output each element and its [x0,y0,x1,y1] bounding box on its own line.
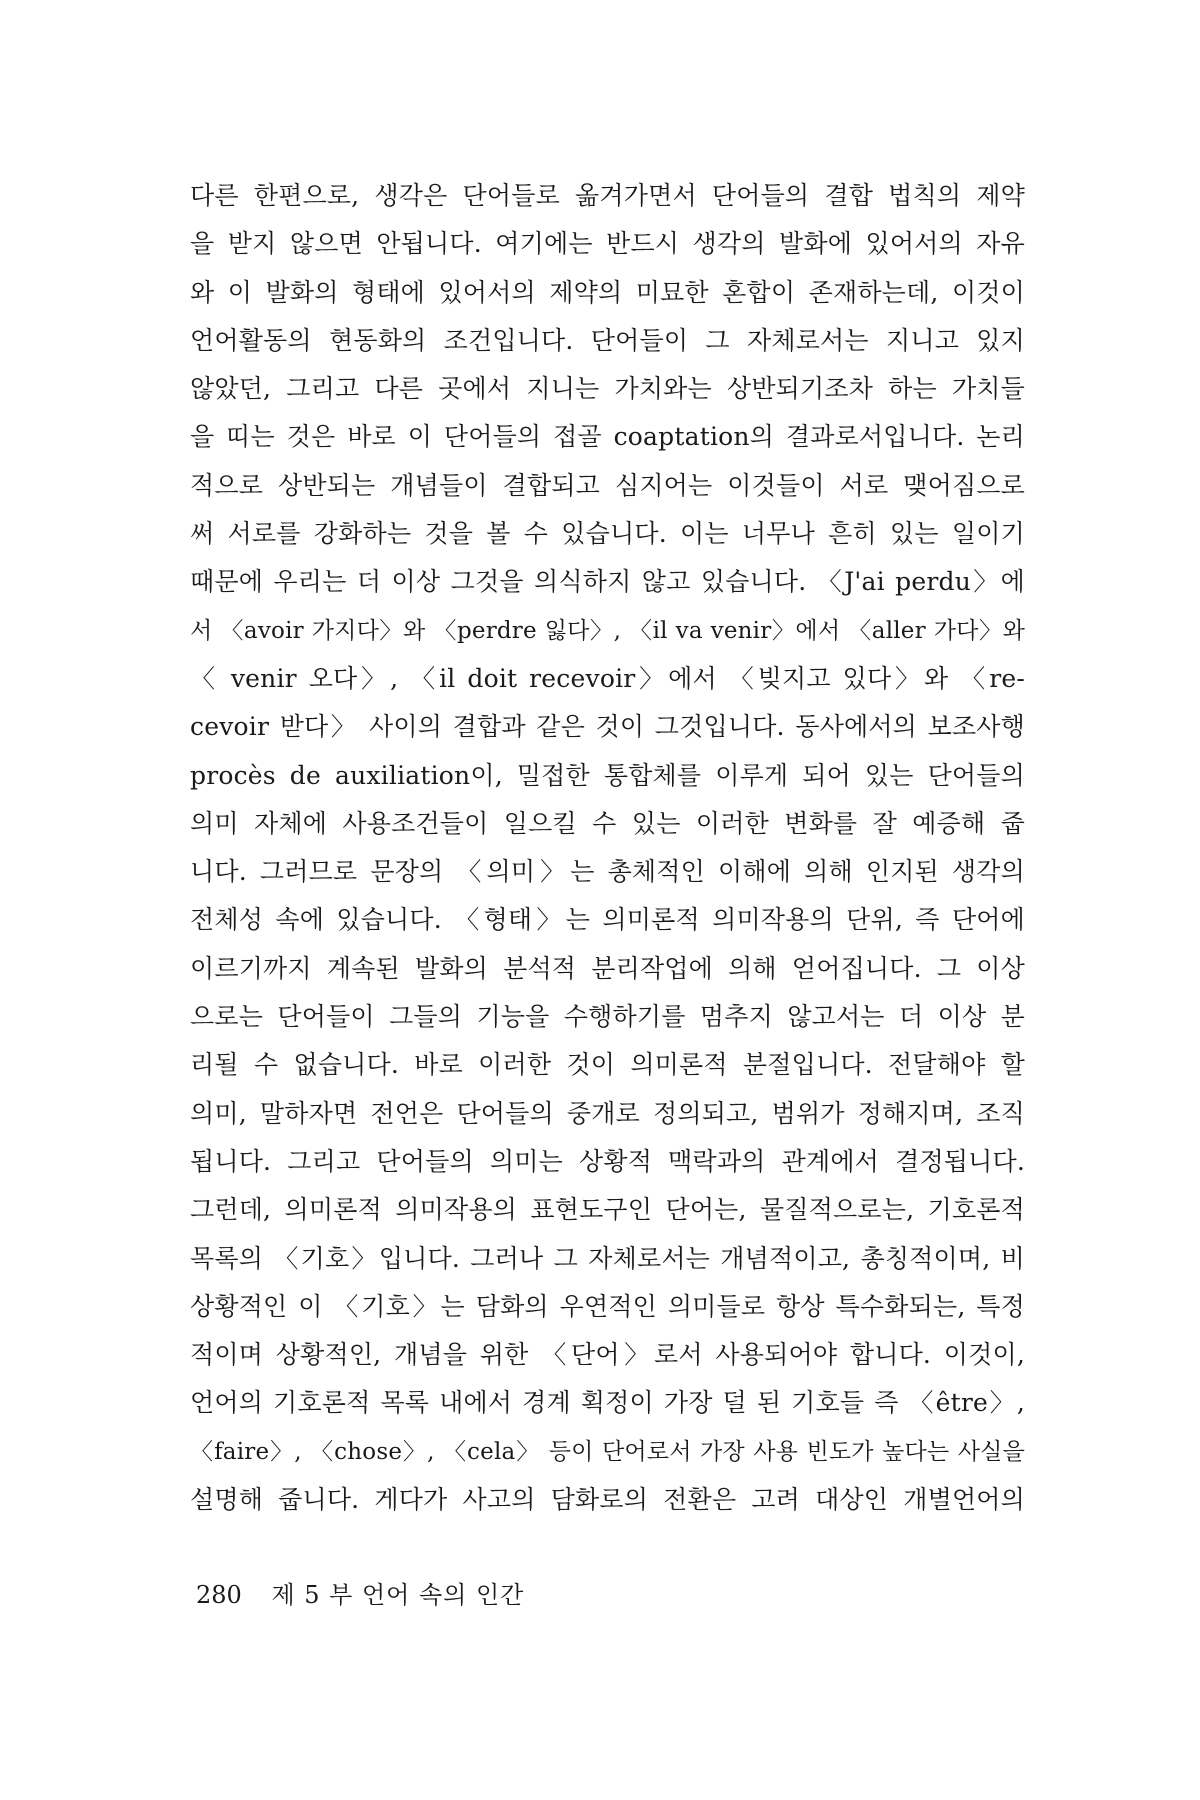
text-line: 서 〈avoir 가지다〉와 〈perdre 잃다〉, 〈il va venir〉에서 〈aller 가다〉와 [190,617,1025,644]
text-line: 목록의 〈기호〉입니다. 그러나 그 자체로서는 개념적이고, 총칭적이며, 비 [190,1243,1025,1273]
text-line: 언어의 기호론적 목록 내에서 경계 획정이 가장 덜 된 기호들 즉 〈être〉, [190,1388,1025,1418]
text-line: 〈faire〉, 〈chose〉, 〈cela〉 등이 단어로서 가장 사용 빈도가 높다는 사실을 [190,1438,1025,1465]
text-line: 써 서로를 강화하는 것을 볼 수 있습니다. 이는 너무나 흔히 있는 일이기 [190,519,1025,549]
text-line: 적이며 상황적인, 개념을 위한 〈단어〉로서 사용되어야 합니다. 이것이, [190,1340,1025,1370]
running-title: 제 5 부 언어 속의 인간 [271,1581,525,1609]
text-line: 을 받지 않으면 안됩니다. 여기에는 반드시 생각의 발화에 있어서의 자유 [190,229,1025,259]
text-line: procès de auxiliation이, 밀접한 통합체를 이루게 되어 있는 단어들의 [190,760,1025,790]
text-line: 됩니다. 그리고 단어들의 의미는 상황적 맥락과의 관계에서 결정됩니다. [190,1146,1025,1176]
text-line: 때문에 우리는 더 이상 그것을 의식하지 않고 있습니다. 〈J'ai perdu〉에 [190,567,1025,597]
text-line: 의미, 말하자면 전언은 단어들의 중개로 정의되고, 범위가 정해지며, 조직 [190,1098,1025,1128]
page-footer [196,1575,524,1615]
text-line: cevoir 받다〉 사이의 결합과 같은 것이 그것입니다. 동사에서의 보조사행 [190,712,1025,742]
text-line: 을 띠는 것은 바로 이 단어들의 접골 coaptation의 결과로서입니다. 논리 [190,422,1025,452]
text-line: 리될 수 없습니다. 바로 이러한 것이 의미론적 분절입니다. 전달해야 할 [190,1050,1025,1080]
text-line: 다른 한편으로, 생각은 단어들로 옮겨가면서 단어들의 결합 법칙의 제약 [190,181,1025,210]
text-line: 와 이 발화의 형태에 있어서의 제약의 미묘한 혼합이 존재하는데, 이것이 [190,277,1025,307]
text-line: 으로는 단어들이 그들의 기능을 수행하기를 멈추지 않고서는 더 이상 분 [190,1002,1025,1032]
text-line: 설명해 줍니다. 게다가 사고의 담화로의 전환은 고려 대상인 개별언어의 [190,1485,1025,1515]
text-line: 않았던, 그리고 다른 곳에서 지니는 가치와는 상반되기조차 하는 가치들 [190,374,1025,404]
text-line: 전체성 속에 있습니다. 〈형태〉는 의미론적 의미작용의 단위, 즉 단어에 [190,905,1025,935]
text-line: 그런데, 의미론적 의미작용의 표현도구인 단어는, 물질적으로는, 기호론적 [190,1195,1025,1225]
text-line: 언어활동의 현동화의 조건입니다. 단어들이 그 자체로서는 지니고 있지 [190,325,1025,355]
text-line: 적으로 상반되는 개념들이 결합되고 심지어는 이것들이 서로 맺어짐으로 [190,470,1025,500]
text-line: 상황적인 이 〈기호〉는 담화의 우연적인 의미들로 항상 특수화되는, 특정 [190,1291,1025,1321]
text-line: 의미 자체에 사용조건들이 일으킬 수 있는 이러한 변화를 잘 예증해 줍 [190,808,1025,838]
text-line: 〈 venir 오다〉, 〈il doit recevoir〉에서 〈빚지고 있다〉와 〈re- [190,663,1025,693]
text-line: 니다. 그러므로 문장의 〈의미〉는 총체적인 이해에 의해 인지된 생각의 [190,857,1025,887]
text-line: 이르기까지 계속된 발화의 분석적 분리작업에 의해 얻어집니다. 그 이상 [190,953,1025,983]
body-text [190,172,1025,1524]
page-number: 280 [196,1581,242,1609]
